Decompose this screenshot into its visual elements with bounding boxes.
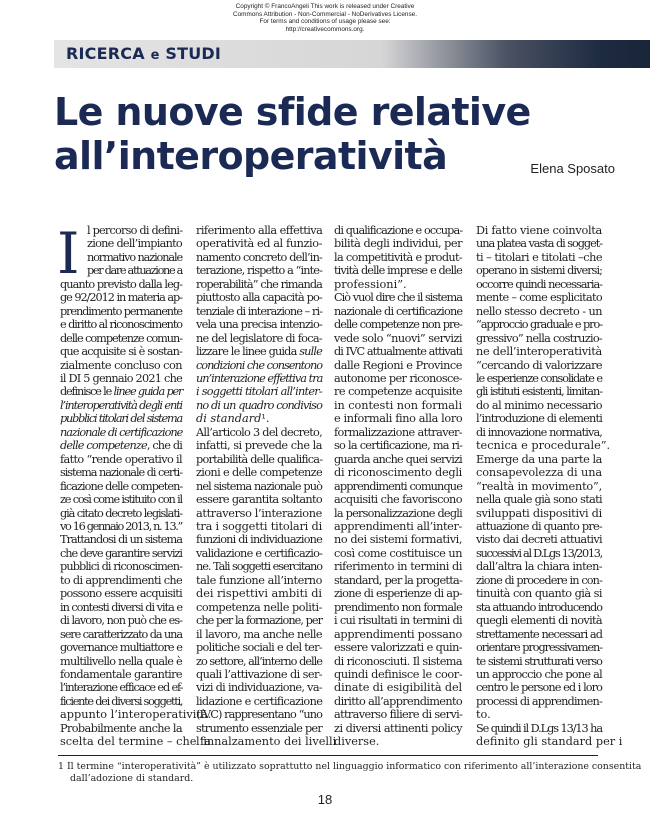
text-line: zioni e delle competenze: [196, 466, 322, 480]
text-line: so la certificazione, ma ri-: [334, 439, 463, 453]
article-title-line: Le nuove sfide relative: [54, 90, 531, 134]
text-line: di IVC attualmente attivati: [334, 345, 462, 359]
text-line: te sistemi strutturati verso: [476, 654, 602, 668]
text-line: visto dai decreti attuativi: [476, 533, 602, 547]
text-line: zialmente concluso con: [60, 358, 182, 372]
text-line: un approccio che pone al: [476, 667, 602, 681]
text-line: to.: [476, 708, 491, 722]
text-line: ze così come istituito con il: [60, 493, 182, 507]
text-line: strumento essenziale per: [196, 721, 322, 735]
text-line: dall’altra la chiara inten-: [476, 560, 602, 574]
text-line: prendimento non formale: [334, 600, 462, 614]
text-line: que acquisite si è sostan-: [60, 345, 182, 359]
drop-cap: I: [57, 221, 80, 287]
text-line: quegli elementi di novità: [476, 614, 602, 628]
text-line: processi di apprendimen-: [476, 694, 602, 708]
text-line: guarda anche quei servizi: [334, 452, 462, 466]
text-line: l’introduzione di elementi: [476, 412, 602, 426]
text-line: to di apprendimenti che: [60, 573, 182, 587]
copyright-line: For terms and conditions of usage please see:: [259, 18, 391, 26]
text-line: bilità degli individui, per: [334, 237, 462, 251]
text-line: dalle Regioni e Province: [334, 358, 462, 372]
text-line: zo settore, all’interno delle: [196, 654, 322, 668]
text-line: condizioni che consentono: [196, 358, 322, 372]
text-line: scelta del termine – che fa: [60, 735, 211, 749]
text-line: formalizzazione attraver-: [334, 425, 462, 439]
text-line: di riconosciuti. Il sistema: [334, 654, 462, 668]
text-line: competenza nelle politi-: [196, 600, 322, 614]
text-line: tra i soggetti titolari di: [196, 519, 322, 533]
text-line: così come costituisce un: [334, 546, 462, 560]
text-line: no dei sistemi formativi,: [334, 533, 462, 547]
text-line: delle competenze non pre-: [334, 318, 462, 332]
text-line: tale funzione all’interno: [196, 573, 322, 587]
page-number: 18: [317, 792, 333, 807]
footnote-line: 1 Il termine “interoperatività” è utilizzato soprattutto nel linguaggio informatico con riferimento all’interazione consentita: [58, 761, 642, 772]
text-line: di riconoscimento degli: [334, 466, 462, 480]
text-line: attuazione di quanto pre-: [476, 519, 602, 533]
text-line: di qualificazione e occupa-: [334, 224, 463, 237]
text-line: vela una precisa intenzio-: [196, 318, 322, 332]
text-line: vo 16 gennaio 2013, n. 13.”: [60, 519, 182, 533]
text-line: apprendimenti possano: [334, 627, 462, 641]
text-line: fatto “rende operativo il: [60, 452, 182, 466]
text-line: attraverso l’interazione: [196, 506, 322, 520]
text-line: “realtà in movimento”,: [476, 479, 602, 493]
text-line: di standard¹.: [196, 412, 270, 426]
section-label-main: RICERCA: [66, 44, 151, 63]
text-line: piuttosto alla capacità po-: [196, 291, 322, 305]
section-label-end: STUDI: [159, 44, 222, 63]
section-bar: [54, 40, 650, 68]
text-line: definito gli standard per i: [476, 735, 623, 749]
text-line: professioni”.: [334, 277, 407, 291]
copyright-line: http://creativecommons.org.: [285, 25, 365, 33]
text-column-4: [476, 224, 622, 749]
copyright-line: Commons Attribution - Non-Commercial - NoDerivatives License.: [233, 10, 417, 18]
text-line: consapevolezza di una: [476, 466, 602, 480]
text-line: lizzare le linee guida sulle: [196, 345, 322, 359]
section-label-e: e: [150, 48, 160, 63]
text-line: definisce le linee guida per: [60, 385, 183, 399]
text-line: zione di procedere in con-: [476, 573, 602, 587]
text-line: diritto all’apprendimento: [334, 694, 462, 708]
text-line: la competitività e produt-: [334, 250, 462, 264]
text-line: (IVC) rappresentano “uno: [196, 708, 322, 722]
text-line: centro le persone ed i loro: [476, 681, 602, 695]
footnote-rule: [58, 755, 598, 756]
text-line: mente – come esplicitato: [476, 291, 602, 305]
text-line: la personalizzazione degli: [334, 506, 462, 520]
text-line: dei rispettivi ambiti di: [196, 587, 322, 601]
text-line: gli istituti esistenti, limitan-: [476, 385, 602, 399]
text-line: Di fatto viene coinvolta: [476, 224, 602, 237]
text-line: funzioni di individuazione: [196, 533, 322, 547]
section-label: [66, 44, 221, 63]
text-line: standard, per la progetta-: [334, 573, 462, 587]
text-line: “approccio graduale e pro-: [476, 318, 602, 332]
text-line: che deve garantire servizi: [60, 546, 182, 560]
text-line: il lavoro, ma anche nelle: [196, 627, 322, 641]
text-line: essere valorizzati e quin-: [334, 641, 462, 655]
text-line: roperabilità” che rimanda: [196, 277, 322, 291]
text-line: già citato decreto legislati-: [60, 506, 182, 520]
text-line: zione dell’impianto: [87, 237, 182, 251]
text-line: successivi al D.Lgs 13/2013,: [476, 546, 602, 560]
text-line: e diritto al riconoscimento: [60, 318, 182, 332]
text-line: “cercando di valorizzare: [476, 358, 602, 372]
text-line: e informali fino alla loro: [334, 412, 463, 426]
text-line: strettamente necessari ad: [476, 627, 602, 641]
text-line: quindi definisce le coor-: [334, 667, 463, 681]
text-line: sviluppati dispositivi di: [476, 506, 602, 520]
text-line: riferimento in termini di: [334, 560, 462, 574]
text-line: pubblici titolari del sistema: [60, 412, 182, 426]
text-line: tenziale di interazione – ri-: [196, 304, 322, 318]
text-column-2: [196, 224, 336, 749]
text-line: validazione e certificazio-: [196, 546, 323, 560]
text-line: operano in sistemi diversi;: [476, 264, 602, 278]
text-line: delle competenze, che di: [60, 439, 182, 453]
text-line: possono essere acquisiti: [60, 587, 182, 601]
copyright-line: Copyright © FrancoAngeli This work is released under Creative: [235, 3, 415, 10]
text-line: nel sistema nazionale può: [196, 479, 322, 493]
text-column-1: [60, 224, 211, 749]
text-line: acquisiti che favoriscono: [334, 493, 462, 507]
text-line: delle competenze comun-: [60, 331, 182, 345]
text-line: ficiente dei diversi soggetti,: [60, 694, 183, 708]
text-line: autonome per riconosce-: [334, 371, 462, 385]
text-line: sistema nazionale di certi-: [60, 466, 182, 480]
text-line: riferimento alla effettiva: [196, 224, 323, 237]
text-line: occorre quindi necessaria-: [476, 277, 602, 291]
article-title-line: all’interoperatività: [54, 134, 448, 178]
text-line: governance multiattore e: [60, 641, 182, 655]
text-line: l percorso di defini-: [87, 224, 183, 237]
text-line: Trattandosi di un sistema: [60, 533, 182, 547]
text-line: ti – titolari e titolati –che: [476, 250, 602, 264]
text-line: namento concreto dell’in-: [196, 250, 322, 264]
text-line: dinate di esigibilità del: [334, 681, 462, 695]
text-line: Ciò vuol dire che il sistema: [334, 291, 462, 305]
text-line: una platea vasta di sogget-: [476, 237, 602, 251]
text-line: sta attuando introducendo: [476, 600, 602, 614]
text-line: un’interazione effettiva tra: [196, 371, 323, 385]
text-line: per dare attuazione a: [87, 264, 182, 278]
text-line: fondamentale garantire: [60, 667, 182, 681]
text-line: ne del legislatore di foca-: [196, 331, 322, 345]
text-line: ficazione delle competen-: [60, 479, 183, 493]
text-line: i soggetti titolari all’inter-: [196, 385, 322, 399]
article-author: Elena Sposato: [530, 161, 615, 176]
text-line: essere garantita soltanto: [196, 493, 322, 507]
footnote-line: dall’adozione di standard.: [70, 773, 194, 784]
text-line: Emerge da una parte la: [476, 452, 602, 466]
text-line: in contesti diversi di vita e: [60, 600, 182, 614]
text-column-3: [334, 224, 462, 749]
text-line: nella quale già sono stati: [476, 493, 602, 507]
text-line: pubblici di riconoscimen-: [60, 560, 182, 574]
footnote: [58, 761, 642, 785]
text-line: orientare progressivamen-: [476, 641, 602, 655]
text-line: attraverso filiere di servi-: [334, 708, 463, 722]
text-line: lidazione e certificazione: [196, 694, 323, 708]
text-line: zi diversi attinenti policy: [334, 721, 462, 735]
text-line: re competenze acquisite: [334, 385, 462, 399]
text-line: appunto l’interoperatività.: [60, 708, 212, 722]
text-line: vizi di individuazione, va-: [196, 681, 322, 695]
text-line: prendimento permanente: [60, 304, 182, 318]
text-line: l’interoperatività degli enti: [60, 398, 182, 412]
text-line: in contesti non formali: [334, 398, 462, 412]
text-line: vede solo “nuovi” servizi: [334, 331, 462, 345]
copyright-notice: [0, 3, 650, 33]
text-line: che per la formazione, per: [196, 614, 322, 628]
text-line: ne. Tali soggetti esercitano: [196, 560, 322, 574]
text-line: l’innalzamento dei livelli: [196, 735, 337, 749]
text-line: di lavoro, non può che es-: [60, 614, 182, 628]
text-line: terazione, rispetto a “inte-: [196, 264, 322, 278]
text-line: Probabilmente anche la: [60, 721, 182, 735]
text-line: nazionale di certificazione: [334, 304, 463, 318]
text-line: l’interazione efficace ed ef-: [60, 681, 183, 695]
text-line: normativo nazionale: [87, 250, 182, 264]
text-line: ne dell’interoperatività: [476, 345, 602, 359]
text-line: le esperienze consolidate e: [476, 371, 602, 385]
text-line: infatti, si prevede che la: [196, 439, 322, 453]
text-line: multilivello nella quale è: [60, 654, 182, 668]
text-line: tinuità con quanto già si: [476, 587, 602, 601]
text-line: il DI 5 gennaio 2021 che: [60, 371, 182, 385]
text-line: tività delle imprese e delle: [334, 264, 462, 278]
text-line: operatività ed al funzio-: [196, 237, 322, 251]
text-line: politiche sociali e del ter-: [196, 641, 322, 655]
text-line: do al minimo necessario: [476, 398, 602, 412]
text-line: sere caratterizzato da una: [60, 627, 182, 641]
text-line: nazionale di certificazione: [60, 425, 183, 439]
text-line: nello stesso decreto - un: [476, 304, 602, 318]
text-line: tecnica e procedurale”.: [476, 439, 611, 453]
text-line: quali l’attivazione di ser-: [196, 667, 322, 681]
text-line: di innovazione normativa,: [476, 425, 602, 439]
text-line: ge 92/2012 in materia ap-: [60, 291, 182, 305]
text-line: zione di esperienze di ap-: [334, 587, 462, 601]
text-line: portabilità delle qualifica-: [196, 452, 323, 466]
text-line: apprendimenti comunque: [334, 479, 462, 493]
text-line: Se quindi il D.Lgs 13/13 ha: [476, 721, 602, 735]
text-line: i cui risultati in termini di: [334, 614, 462, 628]
text-line: gressivo” nella costruzio-: [476, 331, 602, 345]
text-line: no di un quadro condiviso: [196, 398, 322, 412]
text-line: All’articolo 3 del decreto,: [196, 425, 322, 439]
text-line: apprendimenti all’inter-: [334, 519, 462, 533]
text-line: quanto previsto dalla leg-: [60, 277, 182, 291]
text-line: diverse.: [334, 735, 380, 749]
